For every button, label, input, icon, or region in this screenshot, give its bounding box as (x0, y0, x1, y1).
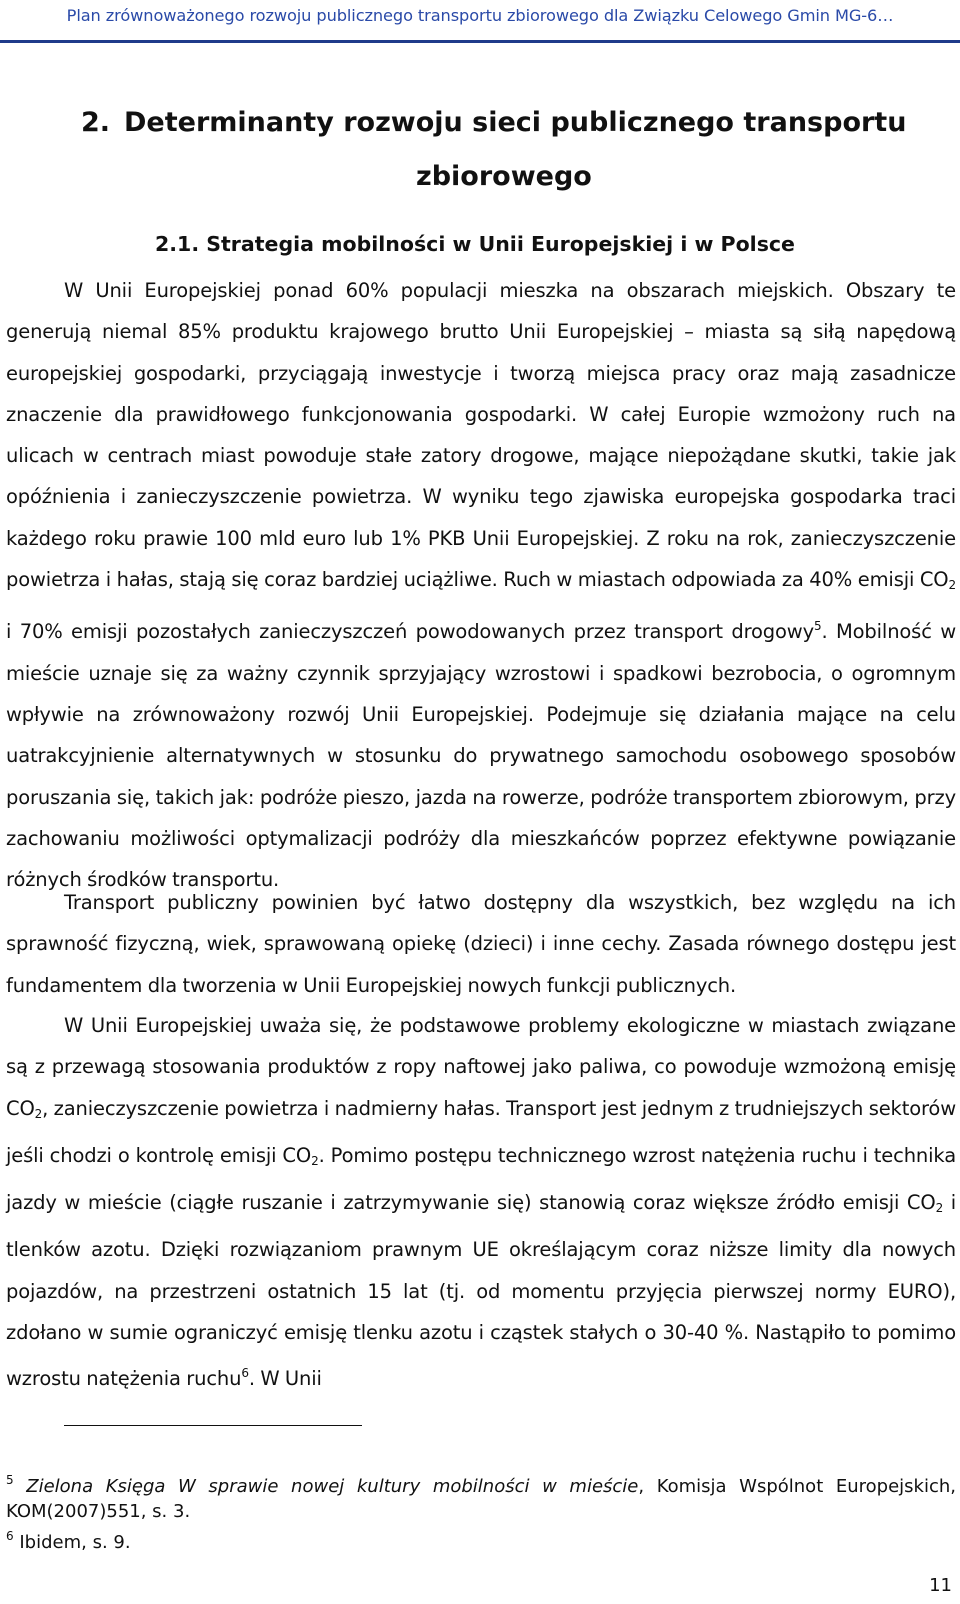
chapter-title-line1: Determinanty rozwoju sieci publicznego transportu (124, 107, 907, 138)
paragraph-2: Transport publiczny powinien być łatwo dostępny dla wszystkich, bez względu na ich sprawność fizyczną, wiek, sprawowaną opiekę (dzieci) i inne cechy. Zasada równego dostępu jest fundamentem dla tworzenia w Unii Europejskiej nowych funkcji publicznych. (6, 891, 956, 997)
paragraph-1: W Unii Europejskiej ponad 60% populacji mieszka na obszarach miejskich. Obszary te generują niemal 85% produktu krajowego brutto Unii Europejskiej – miasta są siłą napędową europejskiej gospodarki, przyciągają inwestycje i tworzą miejsca pracy oraz mają zasadnicze znaczenie dla prawidłowego funkcjonowania gospodarki. W całej Europie wzmożony ruch na ulicach w centrach miast powoduje stałe zatory drogowe, mające niepożądane skutki, takie jak opóźnienia i zanieczyszczenie powietrza. W wyniku tego zjawiska europejska gospodarka traci każdego roku prawie 100 mld euro lub 1% PKB Unii Europejskiej. Z roku na rok, zanieczyszczenie powietrza i hałas, stają się coraz bardziej uciążliwe. Ruch w miastach odpowiada za 40% emisji $CO_2$ i 70% emisji pozostałych zanieczyszczeń powodowanych przez transport drogowy$^5$. Mobilność w mieście uznaje się za ważny czynnik sprzyjający wzrostowi i spadkowi bezrobocia, o ogromnym wpływie na zrównoważony rozwój Unii Europejskiej. Podejmuje się działania mające na celu uatrakcyjnienie alternatywnych w stosunku do prywatnego samochodu osobowego sposobów poruszania się, takich jak: podróże pieszo, jazda na rowerze, podróże transportem zbiorowym, przy zachowaniu możliwości optymalizacji podróży dla mieszkańców poprzez efektywne powiązanie różnych środków transportu. (6, 279, 956, 892)
footnote-5: $^5$ Zielona Księga W sprawie nowej kultury mobilności w mieście, Komisja Wspólnot Europejskich, KOM(2007)551, s. 3. (6, 1473, 956, 1522)
footnote-ref-5[interactable]: 5 (814, 619, 822, 634)
section-heading: 2.1. Strategia mobilności w Unii Europejskiej i w Polsce (155, 232, 795, 256)
footnote-source-title: Zielona Księga W sprawie nowej kultury mobilności w mieście (26, 1476, 639, 1497)
footnote-marker: 5 (6, 1473, 14, 1487)
running-title: Plan zrównoważonego rozwoju publicznego transportu zbiorowego dla Związku Celowego Gmin MG-6… (66, 6, 894, 25)
footnote-6: $^6$ Ibidem, s. 9. (6, 1529, 131, 1553)
footnote-ref-6[interactable]: 6 (241, 1366, 249, 1381)
footnote-separator (64, 1425, 362, 1426)
subscript-2: 2 (311, 1153, 319, 1168)
footnotes (6, 1468, 956, 1555)
chapter-title-line2: zbiorowego (416, 161, 592, 192)
paragraph-3: W Unii Europejskiej uważa się, że podstawowe problemy ekologiczne w miastach związane są z przewagą stosowania produktów z ropy naftowej jako paliwa, co powoduje wzmożoną emisję $CO_2$, zanieczyszczenie powietrza i nadmierny hałas. Transport jest jednym z trudniejszych sektorów jeśli chodzi o kontrolę emisji $CO_2$. Pomimo postępu technicznego wzrost natężenia ruchu i technika jazdy w mieście (ciągłe ruszanie i zatrzymywanie się) stanowią coraz większe źródło emisji $CO_2$ i tlenków azotu. Dzięki rozwiązaniom prawnym UE określającym coraz niższe limity dla nowych pojazdów, na przestrzeni ostatnich 15 lat (tj. od momentu przyjęcia pierwszej normy EURO), zdołano w sumie ograniczyć emisję tlenku azotu i cząstek stałych o 30-40 %. Nastąpiło to pomimo wzrostu natężenia ruchu$^6$. W Unii (6, 1014, 957, 1391)
chapter-number: 2. (81, 107, 111, 138)
subscript-2: 2 (935, 1201, 944, 1216)
running-header (0, 0, 960, 43)
page-number: 11 (929, 1575, 952, 1596)
subscript-2: 2 (948, 578, 956, 593)
subscript-2: 2 (34, 1106, 43, 1121)
footnote-marker: 6 (6, 1529, 14, 1543)
